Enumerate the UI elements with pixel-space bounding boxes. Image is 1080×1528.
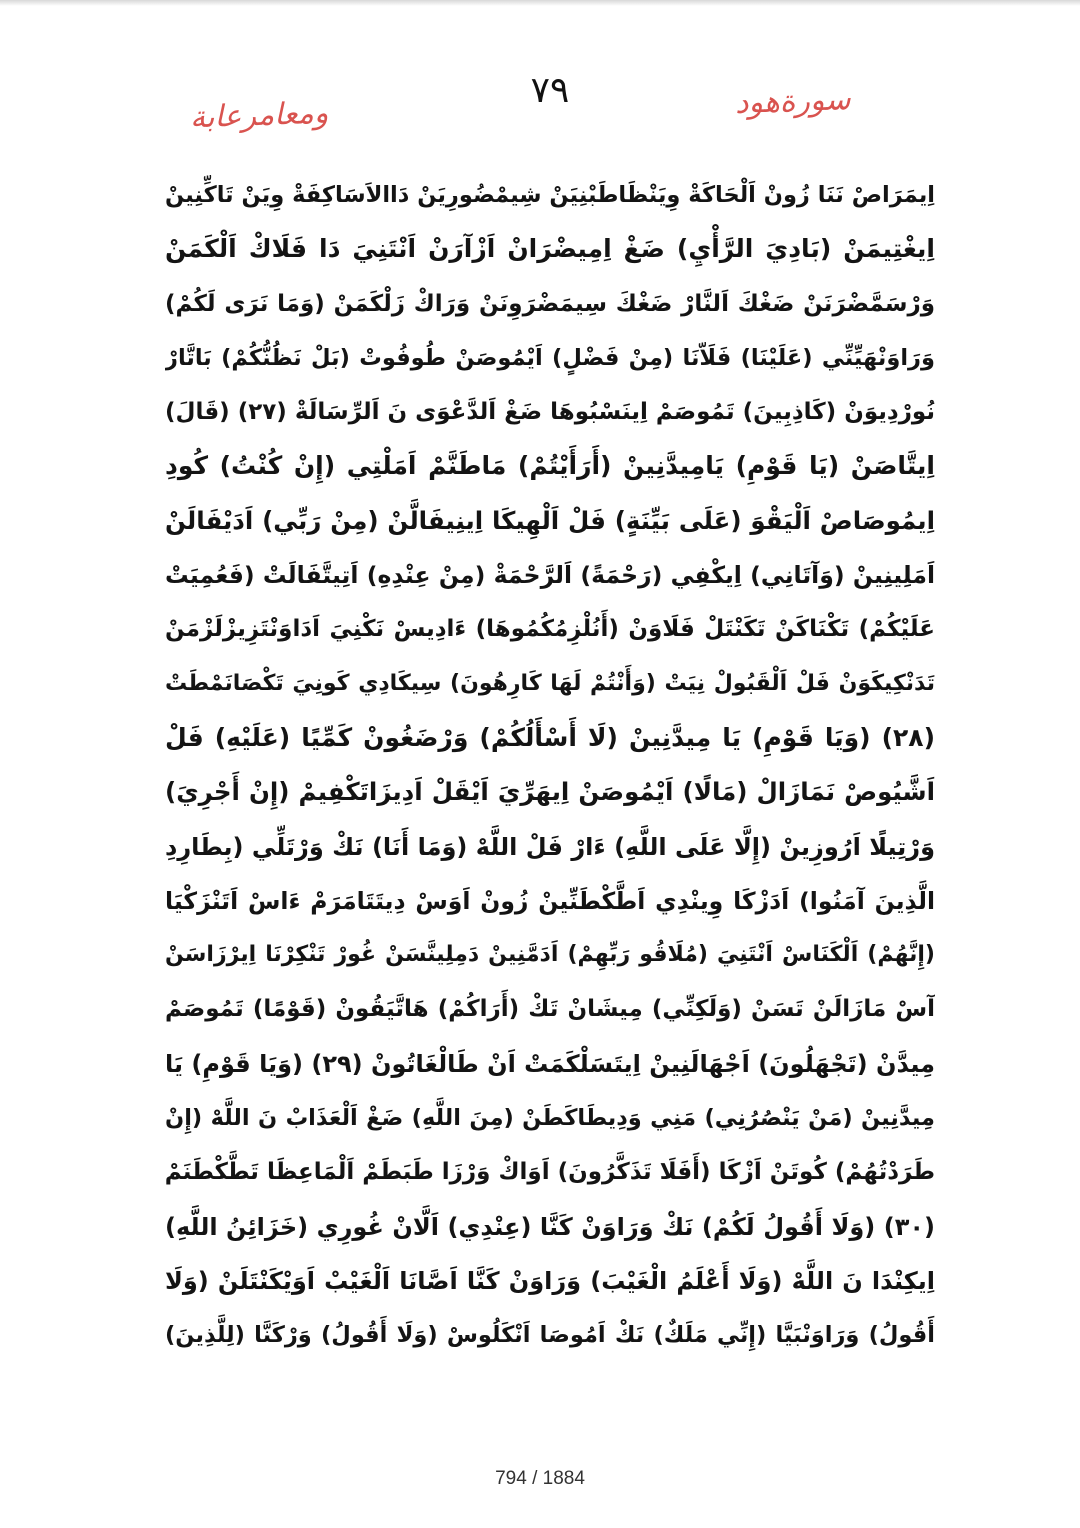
text-line: طَرَدْتُهُمْ) كُوتَنْ اَزْكَا (أَفَلَا تَذَكَّرُونَ) اَوَاكْ وَرْزَا طَبَطَمْ اَلْمَاعِظَا تَطَّكْطَنَمْ	[165, 1159, 935, 1186]
text-line: اِيكِنْدَا نَ اللَّهْ (وَلَا أَعْلَمُ الْغَيْبَ) وَرَاوَنْ كَنَّا اَصَّانَا اَلْغَيْبْ اَوَيْكَنْتَلَنْ (وَلَا	[165, 1266, 935, 1295]
handwritten-note-narration: ومعامرعابة	[189, 95, 329, 136]
text-line: وَرَاوَنْهَيِّنِّي (عَلَيْنَا) فَلَاّنَا (مِنْ فَضْلٍ) اَيْمُوصَنْ طُوفُوتْ (بَلْ نَظُنُّكُمْ) بَاتَّارْ	[165, 344, 935, 371]
handwritten-note-surah: سورةهود	[734, 81, 852, 122]
text-block	[165, 168, 935, 1363]
text-line: (٣٠) (وَلَا أَقُولُ لَكُمْ) نَكْ وَرَاوَنْ كَنَّا (عِنْدِي) اَلَّانْ غُورِي (خَزَائِنُ اللَّهِ)	[165, 1212, 935, 1241]
text-line: وَرْتِيلًا اَرُوزِينْ (إِلَّا عَلَى اللَّهِ) ءَارْ فَلْ اللَّهْ (وَمَا أَنَا) نَكْ وَرْتَلِّي (بِطَارِدِ	[165, 832, 935, 861]
text-line: تَدَنْكِيكَوَنْ فَلْ اَلْقَبُولْ نِيَتْ (وَأَنْتُمْ لَهَا كَارِهُونَ) سِيكَادِي كَونِيَ تَكْصَانَمْطَتْ	[165, 670, 935, 696]
text-line: وَرْسَمَّضْرَنَنْ ضَغْكَ اَلنَّارْ ضَغْكَ سِيمَضْرَوِنَنْ وَرَاكْ زَلْكَمَنْ (وَمَا نَرَى لَكُمْ)	[165, 290, 935, 317]
text-line: مِيدَّنِينْ (مَنْ يَنْصُرُنِي) مَنِي وَدِيطَاكَطَنْ (مِنَ اللَّهِ) ضَغْ اَلْعَذَابْ نَ اللَّهْ (إِنْ	[165, 1105, 935, 1132]
text-line: اَمَلِينِينْ (وَآتَانِي) اِيكْفِي (رَحْمَةً) اَلرَّحْمَةْ (مِنْ عِنْدِهِ) اَتِيتَّفَالَتْ (فَعُمِيَتْ	[165, 561, 935, 590]
text-line: اِيمُوصَاصْ اَلْيَقْوَ (عَلَى بَيِّنَةٍ) فَلْ اَلْهِيكَا اِينِيفَالَّنْ (مِنْ رَبِّي) اَدَيْفَالَنْ	[165, 505, 935, 535]
text-line: اَشَّيُوصْ نَمَازَالْ (مَالًا) اَيْمُوصَنْ اِيهَرِّيَ اَيْقَلْ اَدِيزَاتَكْفِيمْ (إِنْ أَجْرِيَ)	[165, 777, 935, 807]
scan-edge	[0, 0, 1080, 6]
text-line: اِيمَرَاصْ نَنَا زُونْ اَلْحَاكَةْ وِيَنْظَاطَبْنِيَنْ شِيمْضُورِيَنْ دَاالاَسَاكِفَةْ وِيَنْ تَاكِّنِينْ	[165, 182, 935, 208]
text-line: آسْ مَازَالَنْ تَسَنْ (وَلَكِنِّي) مِيشَانْ تَكْ (أَرَاكُمْ) هَاتَّيَقُونْ (قَوْمًا) تَمُوصَمْ	[165, 996, 935, 1023]
text-line: (٢٨) (وَيَا قَوْمِ) يَا مِيدَّنِينْ (لَا أَسْأَلُكُمْ) وَرْضَغُونْ كَمِّيًا (عَلَيْهِ) فَلْ	[165, 722, 935, 752]
text-line: نُورْدِيوَنْ (كَاذِبِينَ) تَمُوصَمْ اِينَسْبُوهَا ضَغْ اَلدَّعْوَى نَ اَلرِّسَالَةْ (٢٧) (قَالَ)	[165, 399, 935, 426]
text-line: مِيدَّنْ (تَجْهَلُونَ) اَجْهَالَنِينْ اِيتَسَلْكَمَتْ اَنْ طَالْغَاتُونْ (٢٩) (وَيَا قَوْمِ) يَا	[165, 1049, 935, 1078]
text-line: (إِنَّهُمْ) اَلْكَنَاسْ اَنْتَنِيَ (مُلَاقُو رَبِّهِمْ) اَدَمَّنِينْ دَمِلِينَّسَنْ غُورْ تَنْكِرْنَا اِيرْزَاسَنْ	[165, 942, 935, 968]
text-line: الَّذِينَ آمَنُوا) اَدَزْكَا وِينْدِي اَطَّكْطَنِّينْ زُونْ اَوَسْ دِيتَتَامَرَمْ ءَاسْ اَتَنْزَكْيَا	[165, 886, 935, 915]
text-line: اِيغْتِيمَنْ (بَادِيَ الرَّأْيِ) ضَغْ اِمِيضْرَانْ اَزْآرَنْ اَنْتَنِيَ دَا فَلَاكْ اَلْكَمَنْ	[165, 234, 935, 264]
text-line: عَلَيْكُمْ) تَكْنَاكَنْ تَكَنْتَلْ فَلَاوَنْ (أَنُلْزِمُكُمُوهَا) ءَادِيسْ نَكْنِيَ اَدَاوَنْتَزِيزْلَزْمَنْ	[165, 616, 935, 643]
page-indicator: 794 / 1884	[495, 1468, 585, 1489]
text-line: أَقُولُ) وَرَاوَنْبَيَّا (إِنِّي مَلَكٌ) نَكْ اَمُوصَا اَنْكَلُوسْ (وَلَا أَقُولُ) وَرْكَنَّا (لِلَّذِينَ)	[165, 1322, 935, 1349]
page-number: ٧٩	[530, 70, 570, 111]
text-line: اِيتَّاصَنْ (يَا قَوْمِ) يَامِيدَّنِينْ (أَرَأَيْتُمْ) مَاطَنَّمْ اَمَلْتِي (إِنْ كُنْتُ) كُودِ	[165, 451, 935, 481]
